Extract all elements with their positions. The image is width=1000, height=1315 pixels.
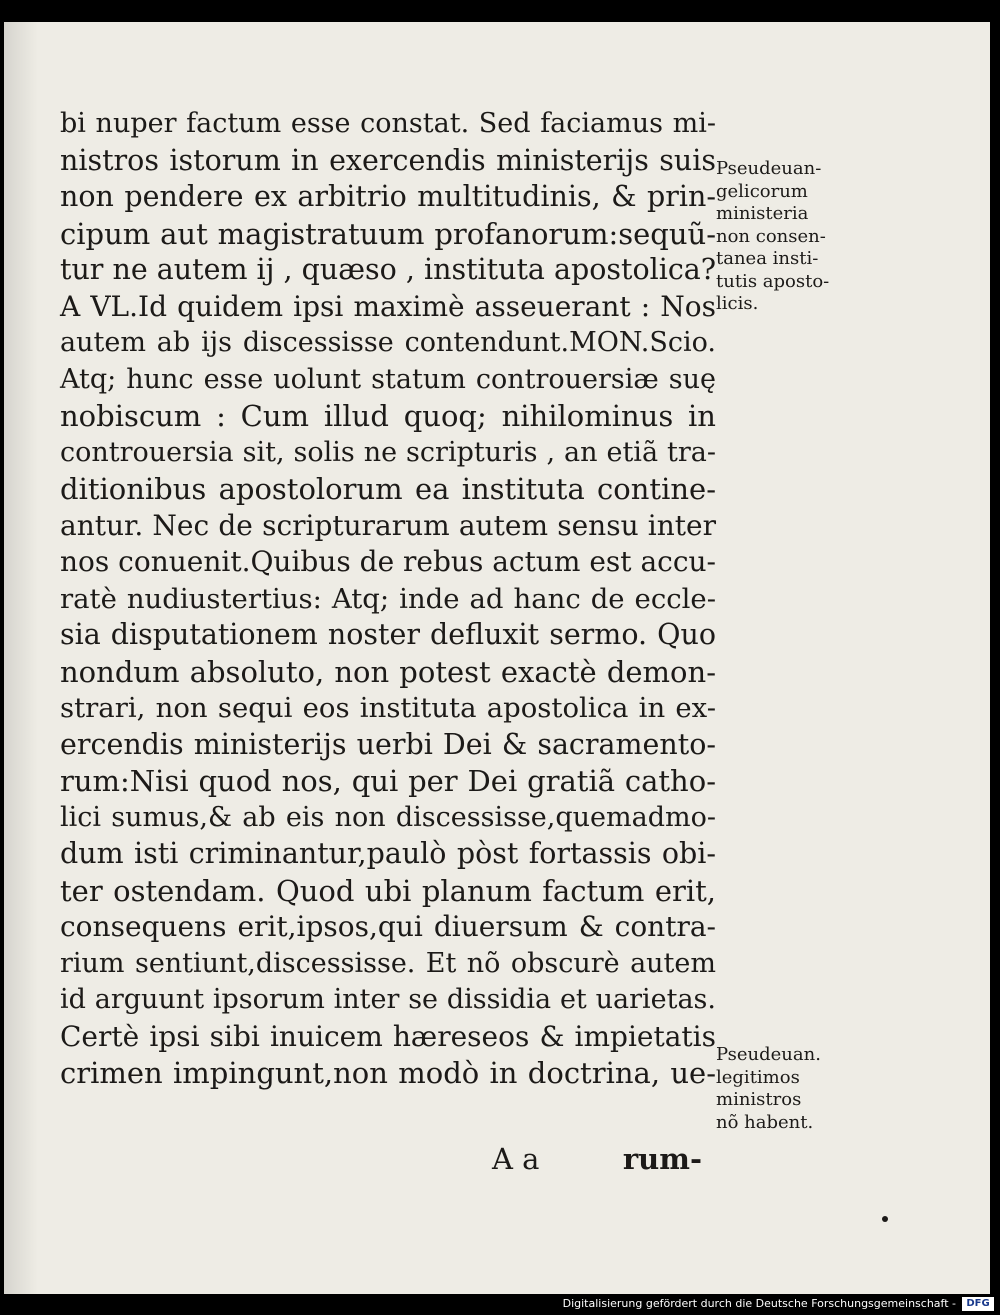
- text-line: nobiscum : Cum illud quoq; nihilominus in: [60, 399, 716, 433]
- text-line: nondum absoluto, non potest exactè demon-: [60, 654, 716, 689]
- text-line: A VL.Id quidem ipsi maximè asseuerant : Nos: [60, 289, 716, 323]
- marginal-line: legitimos: [716, 1066, 800, 1088]
- marginal-note-legitimate-ministers: [716, 1044, 856, 1134]
- text-line: cipum aut magistratuum profanorum:sequũ-: [60, 216, 716, 251]
- catchword: rum-: [622, 1142, 702, 1176]
- text-line: controuersia sit, solis ne scripturis , an etiã tra-: [60, 436, 716, 468]
- footer-bar: [0, 1294, 1000, 1315]
- text-line: antur. Nec de scripturarum autem sensu inter: [60, 508, 716, 542]
- marginal-line: gelicorum: [716, 180, 808, 202]
- text-line: lici sumus,& ab eis non discessisse,quemadmo-: [60, 801, 716, 833]
- gutter-shadow: [4, 22, 38, 1294]
- funding-credit: Digitalisierung gefördert durch die Deutsche Forschungsgemeinschaft -: [562, 1297, 956, 1310]
- text-line: nistros istorum in exercendis ministerijs suis: [60, 143, 716, 177]
- marginal-line: licis.: [716, 293, 759, 314]
- book-page: [4, 22, 990, 1294]
- text-line: Certè ipsi sibi inuicem hæreseos & impietatis: [60, 1019, 716, 1053]
- text-line: consequens erit,ipsos,qui diuersum & contra-: [60, 910, 716, 943]
- text-line: rium sentiunt,discessisse. Et nõ obscurè autem: [60, 947, 716, 979]
- text-line: id arguunt ipsorum inter se dissidia et uarietas.: [60, 984, 716, 1015]
- text-line: tur ne autem ij , quæso , instituta apostolica?: [60, 253, 717, 286]
- text-line: strari, non sequi eos instituta apostolica in ex-: [60, 692, 716, 724]
- main-text-block: [60, 106, 716, 1092]
- signature-mark: A a: [492, 1142, 540, 1176]
- text-line: autem ab ijs discessisse contendunt.MON.Scio.: [60, 327, 716, 358]
- marginal-line: tanea insti-: [716, 248, 819, 269]
- text-line: rum:Nisi quod nos, qui per Dei gratiã catho-: [60, 764, 716, 798]
- text-line: ercendis ministerijs uerbi Dei & sacramento-: [60, 727, 716, 761]
- text-line: dum isti criminantur,paulò pòst fortassis obi-: [60, 837, 716, 870]
- text-line: crimen impingunt,non modò in doctrina, ue-: [60, 1056, 716, 1090]
- text-line: nos conuenit.Quibus de rebus actum est accu-: [60, 545, 716, 578]
- text-line: ratè nudiustertius: Atq; inde ad hanc de eccle-: [60, 582, 716, 615]
- marginal-line: Pseudeuan-: [716, 158, 822, 179]
- text-line: non pendere ex arbitrio multitudinis, & prin-: [60, 180, 716, 213]
- text-line: Atq; hunc esse uolunt statum controuersiæ suę: [60, 363, 716, 395]
- dfg-logo: DFG: [962, 1297, 994, 1311]
- text-line: ter ostendam. Quod ubi planum factum erit,: [60, 873, 716, 908]
- marginal-line: tutis aposto-: [716, 270, 830, 292]
- text-line: sia disputationem noster defluxit sermo. Quo: [60, 618, 716, 651]
- marginal-line: ministeria: [716, 203, 809, 224]
- ink-spot: [882, 1216, 888, 1222]
- marginal-note-pseudoevangelical-ministries: [716, 158, 856, 316]
- marginal-line: ministros: [716, 1089, 802, 1110]
- marginal-line: non consen-: [716, 225, 826, 247]
- marginal-line: Pseudeuan.: [716, 1044, 821, 1065]
- text-line: ditionibus apostolorum ea instituta contine-: [60, 472, 716, 506]
- text-line: bi nuper factum esse constat. Sed faciamus mi-: [60, 108, 716, 139]
- marginal-line: nõ habent.: [716, 1111, 814, 1133]
